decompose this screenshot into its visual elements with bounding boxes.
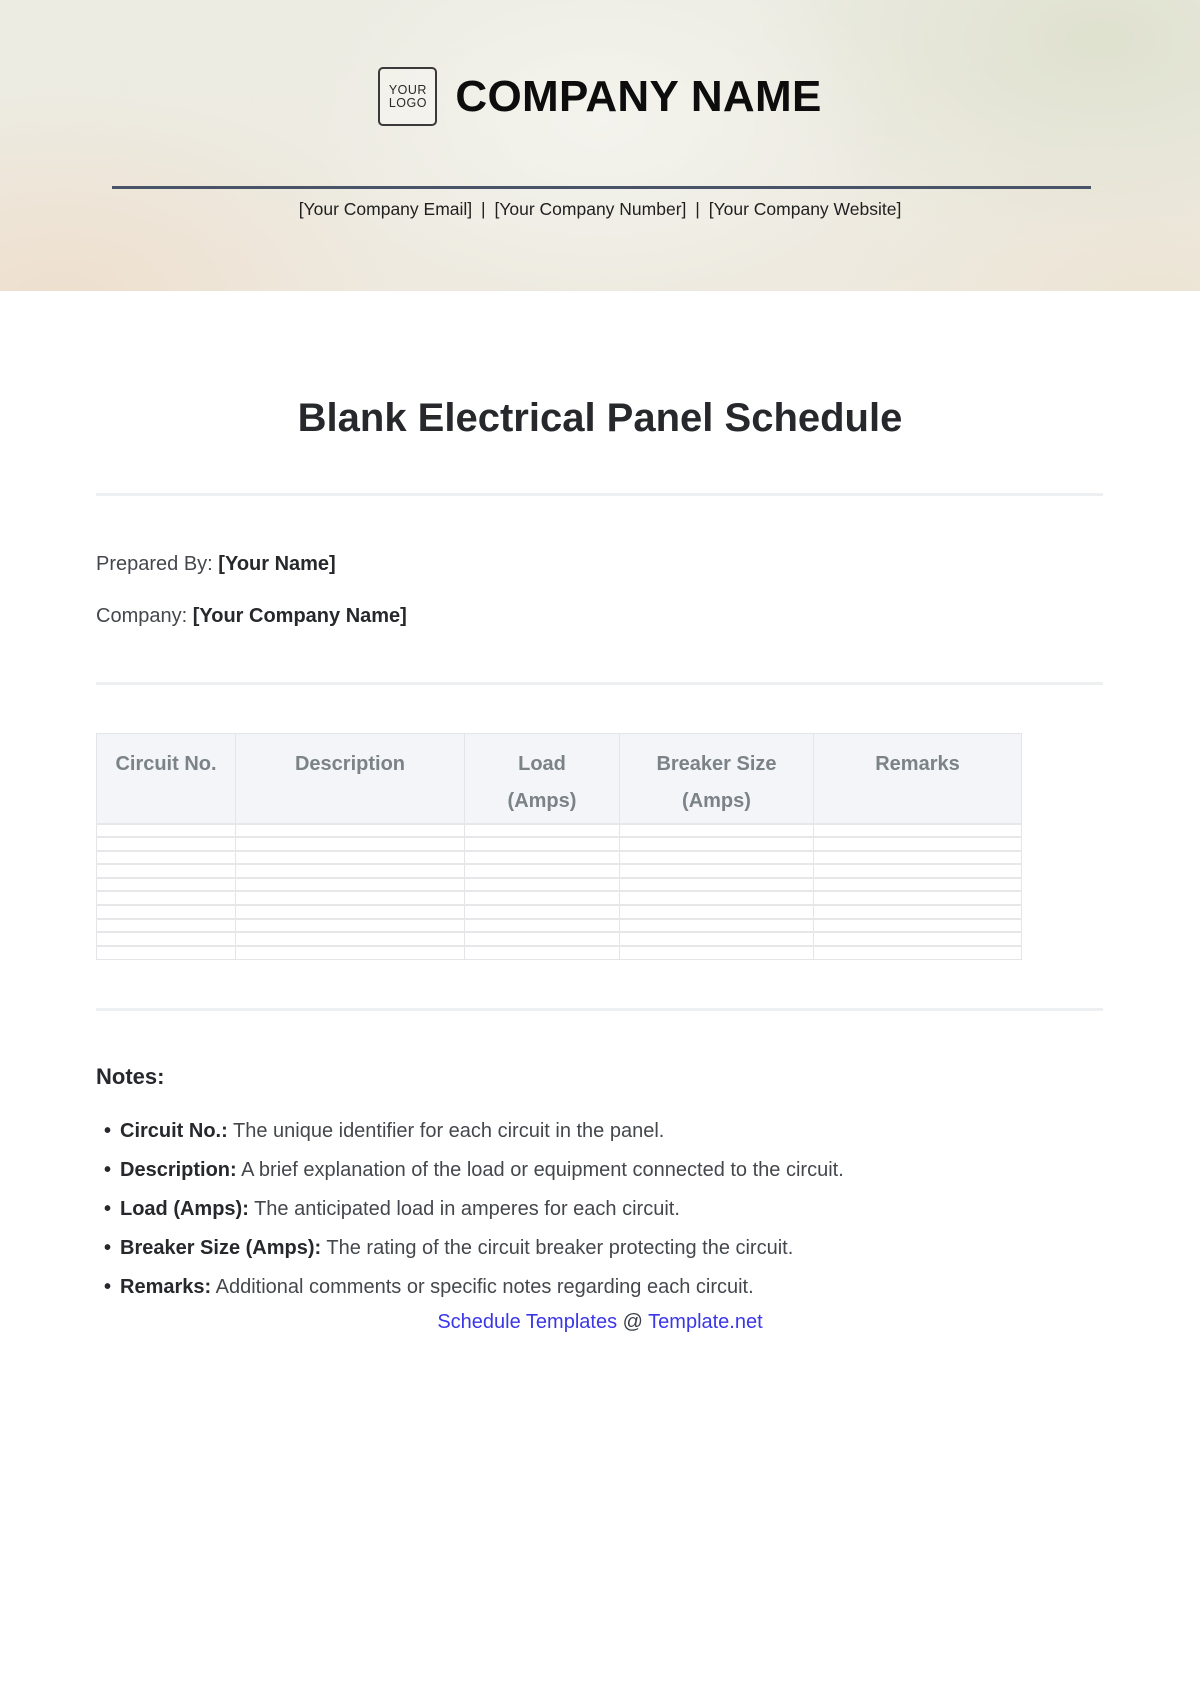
- company-number: [Your Company Number]: [494, 199, 687, 219]
- table-cell[interactable]: [465, 891, 620, 905]
- table-row: [97, 919, 1022, 933]
- logo-text-line1: YOUR: [388, 82, 427, 97]
- table-cell[interactable]: [236, 946, 465, 960]
- table-row: [97, 946, 1022, 960]
- logo-text-line2: LOGO: [388, 95, 427, 110]
- table-cell[interactable]: [97, 878, 236, 892]
- bullet-icon: •: [104, 1120, 112, 1142]
- table-cell[interactable]: [620, 837, 814, 851]
- bullet-icon: •: [104, 1159, 112, 1181]
- table-cell[interactable]: [465, 824, 620, 838]
- table-row: [97, 837, 1022, 851]
- company-value: [Your Company Name]: [192, 605, 407, 627]
- company-name: COMPANY NAME: [455, 71, 822, 121]
- table-row: [97, 824, 1022, 838]
- company-line: [96, 605, 407, 628]
- panel-schedule-table: [96, 733, 1022, 960]
- table-row: [97, 891, 1022, 905]
- table-cell[interactable]: [465, 919, 620, 933]
- template-net-link[interactable]: Template.net: [648, 1311, 763, 1333]
- table-row: [97, 905, 1022, 919]
- note-item: • Breaker Size (Amps): The rating of the circuit breaker protecting the circuit.: [104, 1233, 844, 1272]
- table-cell[interactable]: [814, 878, 1022, 892]
- table-row: [97, 851, 1022, 865]
- company-email: [Your Company Email]: [298, 199, 473, 219]
- table-cell[interactable]: [236, 919, 465, 933]
- notes-list: [104, 1116, 844, 1311]
- table-body: [97, 824, 1022, 960]
- table-row: [97, 864, 1022, 878]
- table-cell[interactable]: [620, 891, 814, 905]
- table-cell[interactable]: [97, 824, 236, 838]
- table-cell[interactable]: [236, 864, 465, 878]
- document-title: Blank Electrical Panel Schedule: [297, 396, 903, 440]
- column-header-description: Description: [236, 734, 465, 824]
- table-cell[interactable]: [97, 864, 236, 878]
- table-cell[interactable]: [814, 905, 1022, 919]
- table-cell[interactable]: [814, 946, 1022, 960]
- company-website: [Your Company Website]: [708, 199, 902, 219]
- note-item: • Load (Amps): The anticipated load in amperes for each circuit.: [104, 1194, 844, 1233]
- table-cell[interactable]: [465, 851, 620, 865]
- table-cell[interactable]: [620, 824, 814, 838]
- table-cell[interactable]: [465, 878, 620, 892]
- table-header-row: [97, 734, 1022, 824]
- table-cell[interactable]: [97, 837, 236, 851]
- note-item: • Remarks: Additional comments or specific notes regarding each circuit.: [104, 1272, 844, 1311]
- footer-attribution: [0, 1311, 1200, 1334]
- column-header-load: Load (Amps): [465, 734, 620, 824]
- table-cell[interactable]: [814, 919, 1022, 933]
- at-sign: @: [622, 1311, 643, 1333]
- table-cell[interactable]: [97, 932, 236, 946]
- brand-row: [0, 67, 1200, 126]
- section-divider: [96, 682, 1103, 685]
- table-cell[interactable]: [814, 851, 1022, 865]
- section-divider: [96, 493, 1103, 496]
- table-cell[interactable]: [620, 851, 814, 865]
- prepared-by-label: Prepared By:: [96, 553, 213, 575]
- table-cell[interactable]: [814, 891, 1022, 905]
- table-cell[interactable]: [236, 851, 465, 865]
- table-cell[interactable]: [97, 851, 236, 865]
- table-cell[interactable]: [814, 864, 1022, 878]
- column-header-circuit-no: Circuit No.: [97, 734, 236, 824]
- table-cell[interactable]: [620, 919, 814, 933]
- note-item: • Description: A brief explanation of the load or equipment connected to the circuit.: [104, 1155, 844, 1194]
- table-cell[interactable]: [465, 946, 620, 960]
- company-label: Company:: [96, 605, 188, 627]
- contact-line: [0, 199, 1200, 220]
- table-cell[interactable]: [97, 919, 236, 933]
- header-divider: [112, 186, 1091, 189]
- table-cell[interactable]: [814, 837, 1022, 851]
- table-cell[interactable]: [620, 905, 814, 919]
- table-row: [97, 932, 1022, 946]
- separator: |: [481, 199, 486, 219]
- table-cell[interactable]: [465, 864, 620, 878]
- table-cell[interactable]: [465, 837, 620, 851]
- table-cell[interactable]: [97, 905, 236, 919]
- bullet-icon: •: [104, 1237, 112, 1259]
- table-cell[interactable]: [236, 932, 465, 946]
- table-cell[interactable]: [236, 878, 465, 892]
- prepared-by-line: [96, 553, 336, 576]
- table-cell[interactable]: [814, 824, 1022, 838]
- separator: |: [695, 199, 700, 219]
- schedule-templates-link[interactable]: Schedule Templates: [437, 1311, 618, 1333]
- table-cell[interactable]: [236, 905, 465, 919]
- table-cell[interactable]: [236, 824, 465, 838]
- table-cell[interactable]: [236, 891, 465, 905]
- table-cell[interactable]: [97, 891, 236, 905]
- table-cell[interactable]: [465, 905, 620, 919]
- table-cell[interactable]: [620, 932, 814, 946]
- table-cell[interactable]: [236, 837, 465, 851]
- logo-placeholder-icon: [378, 67, 437, 126]
- prepared-by-value: [Your Name]: [218, 553, 336, 575]
- column-header-breaker-size: Breaker Size (Amps): [620, 734, 814, 824]
- table-cell[interactable]: [97, 946, 236, 960]
- table-cell[interactable]: [620, 864, 814, 878]
- letterhead-banner: [0, 0, 1200, 291]
- table-cell[interactable]: [620, 946, 814, 960]
- table-row: [97, 878, 1022, 892]
- table-cell[interactable]: [465, 932, 620, 946]
- note-item: • Circuit No.: The unique identifier for each circuit in the panel.: [104, 1116, 844, 1155]
- section-divider: [96, 1008, 1103, 1011]
- table-cell[interactable]: [814, 932, 1022, 946]
- bullet-icon: •: [104, 1198, 112, 1220]
- column-header-remarks: Remarks: [814, 734, 1022, 824]
- table-cell[interactable]: [620, 878, 814, 892]
- notes-heading: Notes:: [96, 1064, 165, 1089]
- bullet-icon: •: [104, 1276, 112, 1298]
